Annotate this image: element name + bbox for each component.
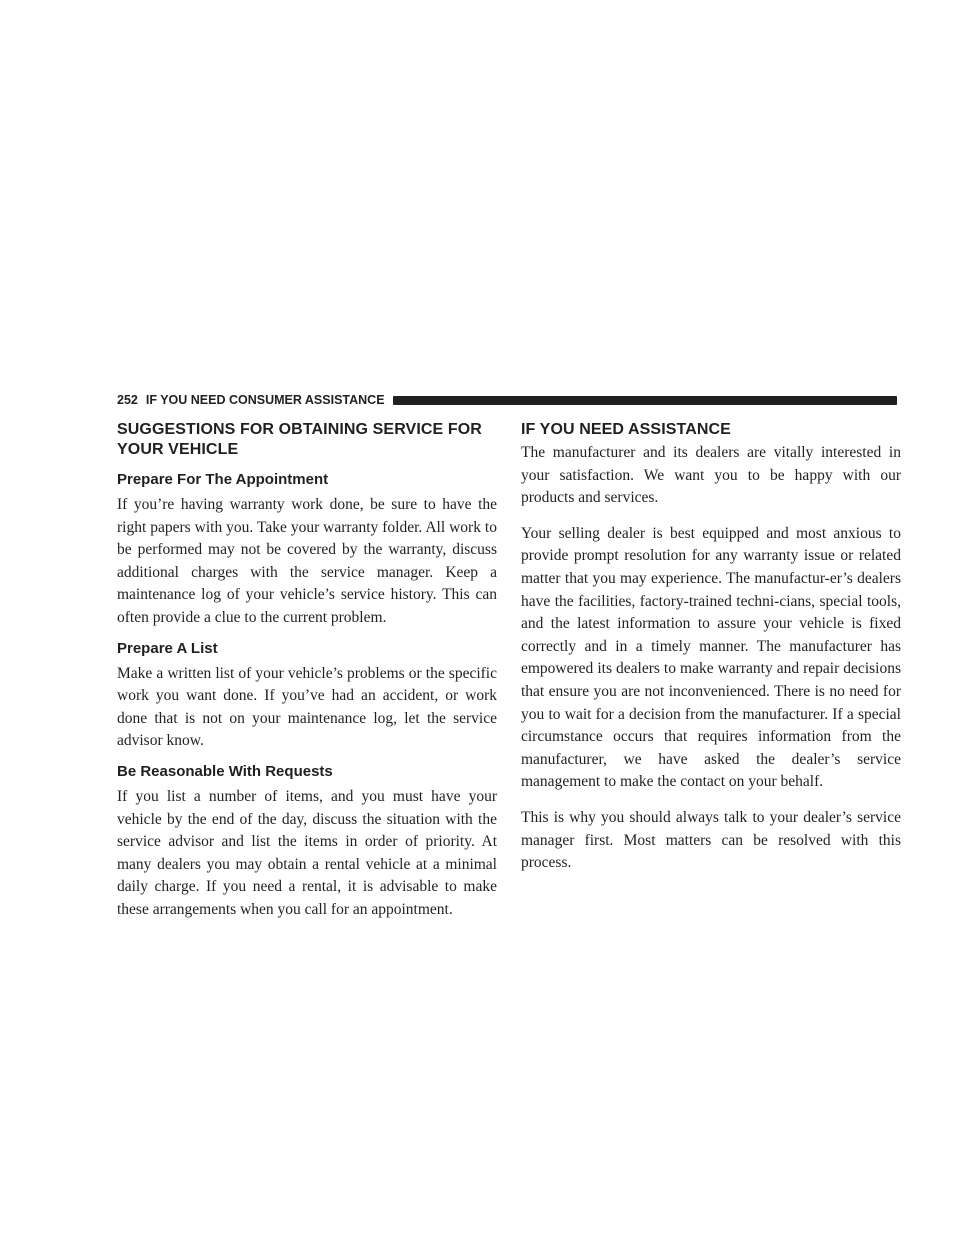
running-header-title: IF YOU NEED CONSUMER ASSISTANCE (145, 393, 385, 407)
section-title-service-suggestions: SUGGESTIONS FOR OBTAINING SERVICE FOR YOUR VEHICLE (117, 421, 482, 458)
header-rule (393, 396, 897, 405)
page-header (117, 391, 897, 409)
paragraph-prepare-list: Make a written list of your vehicle’s problems or the specific work you want done. If you’ve had an accident, or work done that is not on your maintenance log, let the service advisor know. (117, 664, 497, 750)
paragraph-service-manager: This is why you should always talk to your dealer’s service manager first. Most matters can be resolved with this process. (521, 808, 901, 872)
paragraph-satisfaction: The manufacturer and its dealers are vitally interested in your satisfaction. We want you to be happy with our products and services. (521, 444, 901, 507)
left-column (117, 420, 497, 931)
right-column (521, 420, 901, 888)
subheading-reasonable-requests: Be Reasonable With Requests (117, 762, 333, 780)
paragraph-prepare-appointment: If you’re having warranty work done, be sure to have the right papers with you. Take your warranty folder. All work to be performed may not be covered by the warranty, discuss additional charges with the service manager. Keep a maintenance log of your vehicle’s service history. This can often provide a clue to the current problem. (117, 496, 497, 626)
paragraph-selling-dealer: Your selling dealer is best equipped and most anxious to provide prompt resolution for any warranty issue or related matter that you may experience. The manufactur-er’s dealers have the facilities, factory-trained techni-cians, special tools, and the latest information to assure your vehicle is fixed correctly and in a timely manner. The manufacturer has empowered its dealers to make warranty and repair decisions that ensure you are not inconvenienced. There is no need for you to wait for a decision from the manufacturer. If a special circumstance occurs that requires information from the manufacturer, we have asked the dealer’s service management to make the contact on your behalf. (521, 524, 901, 791)
paragraph-reasonable-requests: If you list a number of items, and you must have your vehicle by the end of the day, discuss the situation with the service advisor and list the items in order of priority. At many dealers you may obtain a rental vehicle at a minimal daily charge. If you need a rental, it is advisable to make these arrangements when you call for an appointment. (117, 787, 497, 918)
subheading-prepare-list: Prepare A List (117, 639, 218, 657)
subheading-prepare-appointment: Prepare For The Appointment (117, 471, 329, 488)
page-number: 252 (117, 393, 138, 407)
section-title-need-assistance: IF YOU NEED ASSISTANCE (521, 421, 731, 438)
